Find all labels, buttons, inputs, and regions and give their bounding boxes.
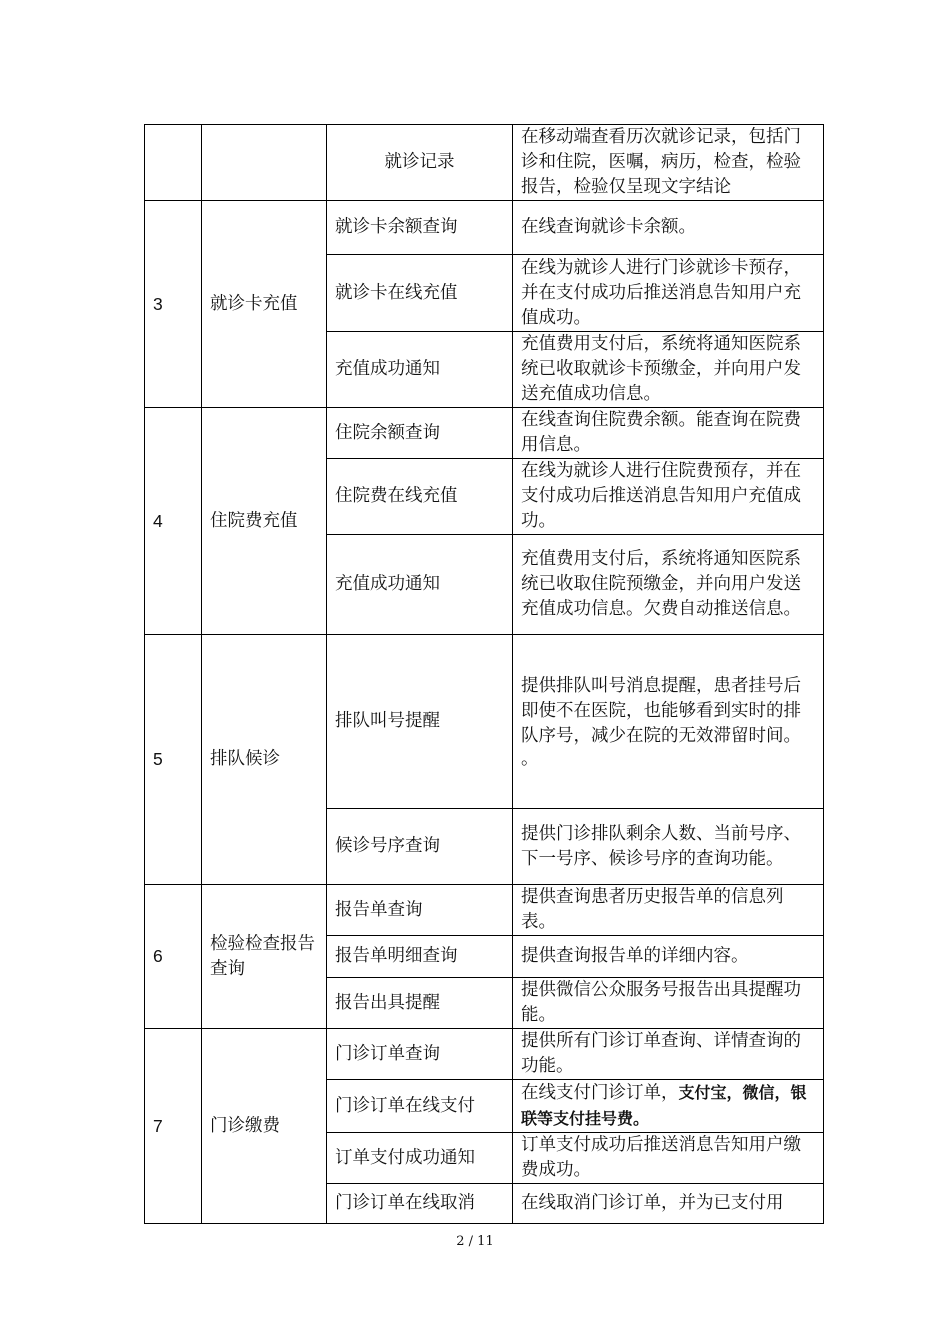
feature-cell: 报告出具提醒 [327,978,513,1029]
module-cell: 住院费充值 [202,408,327,635]
number-cell: 6 [145,885,202,1029]
feature-cell: 门诊订单在线取消 [327,1184,513,1224]
description-trail: 。 [521,749,539,769]
description-cell: 充值费用支付后，系统将通知医院系统已收取住院预缴金，并向用户发送充值成功信息。欠费自动推送信息。 [513,535,824,635]
description-cell: 充值费用支付后，系统将通知医院系统已收取就诊卡预缴金，并向用户发送充值成功信息。 [513,332,824,408]
feature-cell: 门诊订单查询 [327,1029,513,1080]
module-cell [202,125,327,201]
module-cell: 门诊缴费 [202,1029,327,1224]
description-cell: 提供查询报告单的详细内容。 [513,936,824,978]
description-cell: 在线取消门诊订单，并为已支付用 [513,1184,824,1224]
number-cell: 3 [145,201,202,408]
table-row [145,408,824,459]
module-cell: 排队候诊 [202,635,327,885]
table-row [145,201,824,255]
feature-spec-table [144,124,824,1224]
table-row [145,125,824,201]
description-cell: 在线为就诊人进行门诊就诊卡预存，并在支付成功后推送消息告知用户充值成功。 [513,255,824,332]
table-row [145,1029,824,1080]
description-text: 提供排队叫号消息提醒，患者挂号后即使不在医院，也能够看到实时的排队序号，减少在院的无效滞留时间。 [521,676,801,746]
description-cell: 提供所有门诊订单查询、详情查询的功能。 [513,1029,824,1080]
feature-cell: 门诊订单在线支付 [327,1080,513,1133]
module-cell: 就诊卡充值 [202,201,327,408]
feature-cell: 充值成功通知 [327,332,513,408]
feature-cell: 住院费在线充值 [327,459,513,535]
number-cell: 7 [145,1029,202,1224]
number-cell: 5 [145,635,202,885]
description-cell: 提供查询患者历史报告单的信息列表。 [513,885,824,936]
description-cell [513,1080,824,1133]
number-cell: 4 [145,408,202,635]
feature-cell: 排队叫号提醒 [327,635,513,809]
description-cell: 订单支付成功后推送消息告知用户缴费成功。 [513,1133,824,1184]
description-cell: 在线查询就诊卡余额。 [513,201,824,255]
description-cell [513,635,824,809]
description-cell: 在线查询住院费余额。能查询在院费用信息。 [513,408,824,459]
feature-cell: 报告单查询 [327,885,513,936]
feature-cell: 报告单明细查询 [327,936,513,978]
feature-cell: 候诊号序查询 [327,809,513,885]
table-row [145,885,824,936]
feature-cell: 就诊记录 [327,125,513,201]
description-cell: 提供微信公众服务号报告出具提醒功能。 [513,978,824,1029]
description-cell: 提供门诊排队剩余人数、当前号序、下一号序、候诊号序的查询功能。 [513,809,824,885]
description-text: 在线支付门诊订单， [521,1083,679,1103]
module-cell: 检验检查报告查询 [202,885,327,1029]
feature-cell: 就诊卡在线充值 [327,255,513,332]
feature-cell: 就诊卡余额查询 [327,201,513,255]
description-bold-text: 支付宝，微信，银联等支付挂号费。 [521,1083,807,1128]
feature-cell: 充值成功通知 [327,535,513,635]
page-number: 2 / 11 [456,1234,494,1249]
description-cell: 在移动端查看历次就诊记录，包括门诊和住院，医嘱，病历，检查，检验报告，检验仅呈现文字结论 [513,125,824,201]
feature-cell: 订单支付成功通知 [327,1133,513,1184]
table-row [145,635,824,809]
number-cell [145,125,202,201]
feature-cell: 住院余额查询 [327,408,513,459]
description-cell: 在线为就诊人进行住院费预存，并在支付成功后推送消息告知用户充值成功。 [513,459,824,535]
